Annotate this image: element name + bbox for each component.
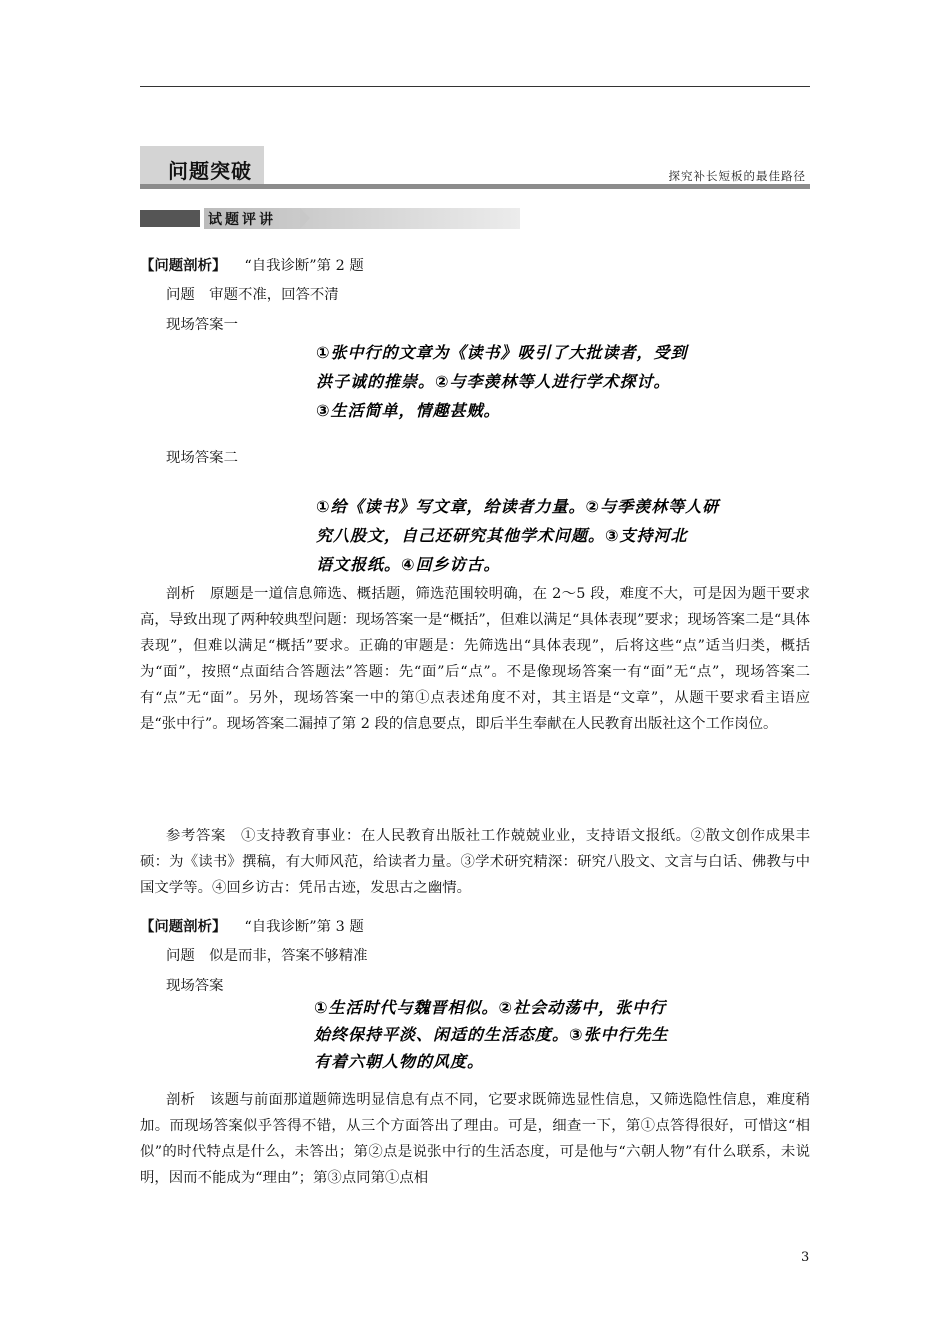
q2-heading [140, 917, 364, 937]
q1-answer2-label: 现场答案二 [166, 450, 238, 466]
header-slogan: 探究补长短板的最佳路径 [668, 169, 806, 183]
banner-arrow-icon [300, 208, 310, 229]
handwritten-line: 始终保持平淡、闲适的生活态度。③张中行先生 [314, 1025, 669, 1044]
q1-analysis-block [140, 581, 810, 737]
handwritten-line: 洪子诚的推崇。②与李羡林等人进行学术探讨。 [316, 372, 671, 391]
q1-answer1-handwriting [316, 338, 688, 425]
page-number: 3 [801, 1250, 810, 1265]
q2-problem: 问题 似是而非，答案不够精准 [166, 948, 368, 964]
handwritten-line: ①给《读书》写文章，给读者力量。②与季羡林等人研 [316, 497, 720, 516]
q1-reference: 参考答案 ①支持教育事业：在人民教育出版社工作兢兢业业，支持语文报纸。②散文创作成果丰硕：为《读书》撰稿，有大师风范，给读者力量。③学术研究精深：研究八股文、文言与白话、佛教与中国文学等。④回乡访古：凭吊古迹，发思古之幽情。 [140, 828, 810, 896]
header-title: 问题突破 [168, 159, 252, 183]
q1-analysis: 剖析 原题是一道信息筛选、概括题，筛选范围较明确，在 2～5 段，难度不大，可是因为题干要求高，导致出现了两种较典型问题：现场答案一是“概括”，但难以满足“具体表现”要求；现场答案二是“具体表现”，但难以满足“概括”要求。正确的审题是：先筛选出“具体表现”，后将这些“点”适当归类，概括为“面”，按照“点面结合答题法”答题：先“面”后“点”。不是像现场答案一有“面”无“点”，现场答案二有“点”无“面”。另外，现场答案一中的第①点表述角度不对，其主语是“文章”，从题干要求看主语应是“张中行”。现场答案二漏掉了第 2 段的信息要点，即后半生奉献在人民教育出版社这个工作岗位。 [140, 586, 810, 732]
handwritten-line: 究八股文，自己还研究其他学术问题。③支持河北 [316, 526, 688, 545]
handwritten-line: ③生活简单，情趣甚贼。 [316, 401, 501, 420]
handwritten-line: 语文报纸。④回乡访古。 [316, 555, 501, 574]
header-bar [140, 184, 810, 189]
q2-analysis-block [140, 1087, 810, 1211]
q1-reference-block [140, 823, 810, 901]
q2-analysis: 剖析 该题与前面那道题筛选明显信息有点不同，它要求既筛选显性信息，又筛选隐性信息，难度稍加。而现场答案似乎答得不错，从三个方面答出了理由。可是，细查一下，第①点答得很好，可惜这“相似”的时代特点是什么，未答出；第②点是说张中行的生活态度，可是他与“六朝人物”有什么联系，未说明，因而不能成为“理由”；第③点同第①点相 [140, 1092, 810, 1186]
subsection-label: 试题评讲 [208, 212, 276, 228]
handwritten-line: ①张中行的文章为《读书》吸引了大批读者，受到 [316, 343, 688, 362]
handwritten-line: ①生活时代与魏晋相似。②社会动荡中，张中行 [314, 998, 667, 1017]
q2-answer-label: 现场答案 [166, 978, 224, 994]
q2-heading-label: 【问题剖析】 [140, 918, 227, 935]
q1-answer1-label: 现场答案一 [166, 317, 238, 333]
handwritten-line: 有着六朝人物的风度。 [314, 1052, 485, 1071]
subsection-banner [140, 208, 520, 229]
section-header [140, 146, 810, 190]
q2-answer-handwriting [314, 994, 669, 1075]
banner-block [140, 210, 200, 227]
q1-quote: “自我诊断”第 2 题 [244, 258, 364, 274]
q1-heading-label: 【问题剖析】 [140, 257, 227, 274]
q1-problem: 问题 审题不准，回答不清 [166, 287, 339, 303]
top-rule [140, 86, 810, 87]
q1-answer2-handwriting [316, 492, 719, 579]
q1-heading [140, 256, 364, 276]
q2-quote: “自我诊断”第 3 题 [244, 919, 364, 935]
